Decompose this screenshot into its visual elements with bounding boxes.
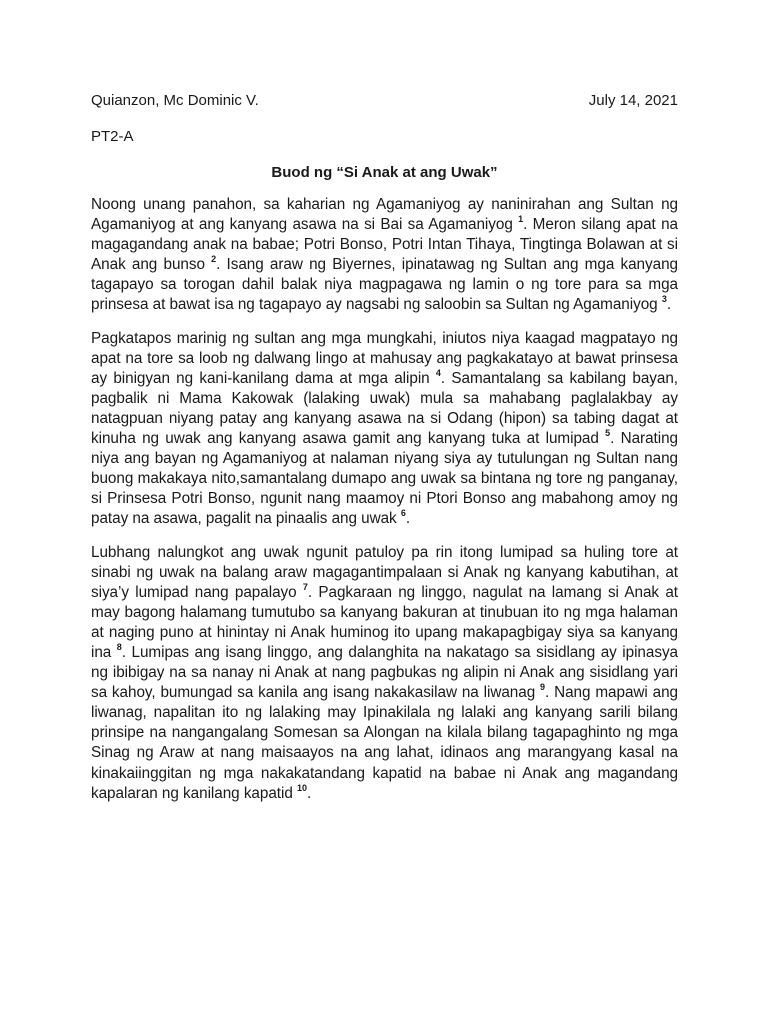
paragraph-2-text: . <box>405 510 411 528</box>
section-code: PT2-A <box>91 128 134 145</box>
paragraph-3-text: Lubhang nalungkot ang uwak ngunit patuloy pa rin itong lumipad sa huling tore at sinabi ng uwak na balang araw magagantimpalaan si Anak ng kanyang kabutihan, at siya’y lumipad nang papalayo <box>91 543 678 601</box>
author-name: Quianzon, Mc Dominic V. <box>91 92 259 109</box>
paragraph-1-text: . Meron silang apat na magagandang anak na babae; Potri Bonso, Potri Intan Tihaya, Tingtinga Bolawan at si Anak ang bunso <box>91 216 678 274</box>
header-row <box>91 91 678 111</box>
document-date: July 14, 2021 <box>588 92 678 109</box>
paragraph-3-text: . Pagkaraan ng linggo, nagulat na lamang si Anak at may bagong halamang tumutubo sa kanyang bakuran at tinubuan ito ng mga halaman at naging puno at hinintay ni Anak huminog ito upang makapagbigay siya sa kanyang ina <box>91 583 678 661</box>
footnote-ref: 3 <box>661 294 667 305</box>
paragraph-1-text: . Isang araw ng Biyernes, ipinatawag ng Sultan ang mga kanyang tagapayo sa torogan dahil balak niya magpagawa ng lamin o ng tore para sa mga prinsesa at bawat isa ng tagapayo ay nagsabi ng saloobin sa Sultan ng Agamaniyog <box>91 256 678 314</box>
footnote-ref: 5 <box>605 427 611 438</box>
paragraph-3-text: . Lumipas ang isang linggo, ang dalanghita na nakatago sa sisidlang ay ipinasya ng ibibigay na sa nanay ni Anak at nang pagbukas ng alipin ni Anak ang sisidlang yari sa kahoy, bumungad sa kanila ang isang nakakasilaw na liwanag <box>91 643 678 702</box>
document-title: Buod ng “Si Anak at ang Uwak” <box>271 164 498 181</box>
footnote-ref: 6 <box>400 508 406 519</box>
footnote-ref: 4 <box>435 367 441 378</box>
paragraph-1-text: . <box>666 296 672 314</box>
footnote-ref: 7 <box>302 581 308 592</box>
paragraph-2-text: Pagkatapos marinig ng sultan ang mga mungkahi, iniutos niya kaagad magpatayo ng apat na tore sa loob ng dalwang lingo at mahusay ang pagkakatayo at bawat prinsesa ay binigyan ng kani-kanilang dama at mga alipin <box>91 329 678 387</box>
document-content <box>91 91 678 804</box>
footnote-ref: 8 <box>116 641 122 652</box>
footnote-ref: 1 <box>518 214 524 224</box>
paragraph-2-text: . Samantalang sa kabilang bayan, pagbalik ni Mama Kakowak (lalaking uwak) mula sa mahabang paglalakbay ay natagpuan niyang patay ang kanyang asawa na si Odang (hipon) sa tabing dagat at kinuha ng uwak ang kanyang asawa gamit ang kanyang tuka at lumipad <box>91 369 678 448</box>
paragraph-2 <box>91 329 678 530</box>
paragraph-1 <box>91 195 678 316</box>
footnote-ref: 10 <box>297 782 307 793</box>
paragraph-2-text: . Narating niya ang bayan ng Agamaniyog at nalaman niyang siya ay tutulungan ng Sultan nang buong makakaya nito,samantalang dumapo ang uwak sa bintana ng tore ng panganay, si Prinsesa Potri Bonso, ngunit nang maamoy ni Ptori Bonso ang mabahong amoy ng patay na asawa, pagalit na pinaalis ang uwak <box>91 430 678 528</box>
paragraph-3 <box>91 543 678 804</box>
paragraph-1-text: Noong unang panahon, sa kaharian ng Agamaniyog ay naninirahan ang Sultan ng Agamaniyog at ang kanyang asawa na si Bai sa Agamaniyog <box>91 196 678 234</box>
paragraph-3-text: . Nang mapawi ang liwanag, napalitan ito ng lalaking may Ipinakilala ng lalaki ang kanyang sarili bilang prinsipe na nangangalang Somesan sa Alongan na kilala bilang tagapaghinto ng mga Sinag ng Araw at nang maisaayos na ang lahat, idinaos ang marangyang kasal na kinakaiinggitan ng mga nakakatandang kapatid na babae ni Anak ang magandang kapalaran ng kanilang kapatid <box>91 684 678 802</box>
footnote-ref: 9 <box>540 682 545 693</box>
paragraph-3-text: . <box>306 784 312 802</box>
footnote-ref: 2 <box>211 254 217 265</box>
